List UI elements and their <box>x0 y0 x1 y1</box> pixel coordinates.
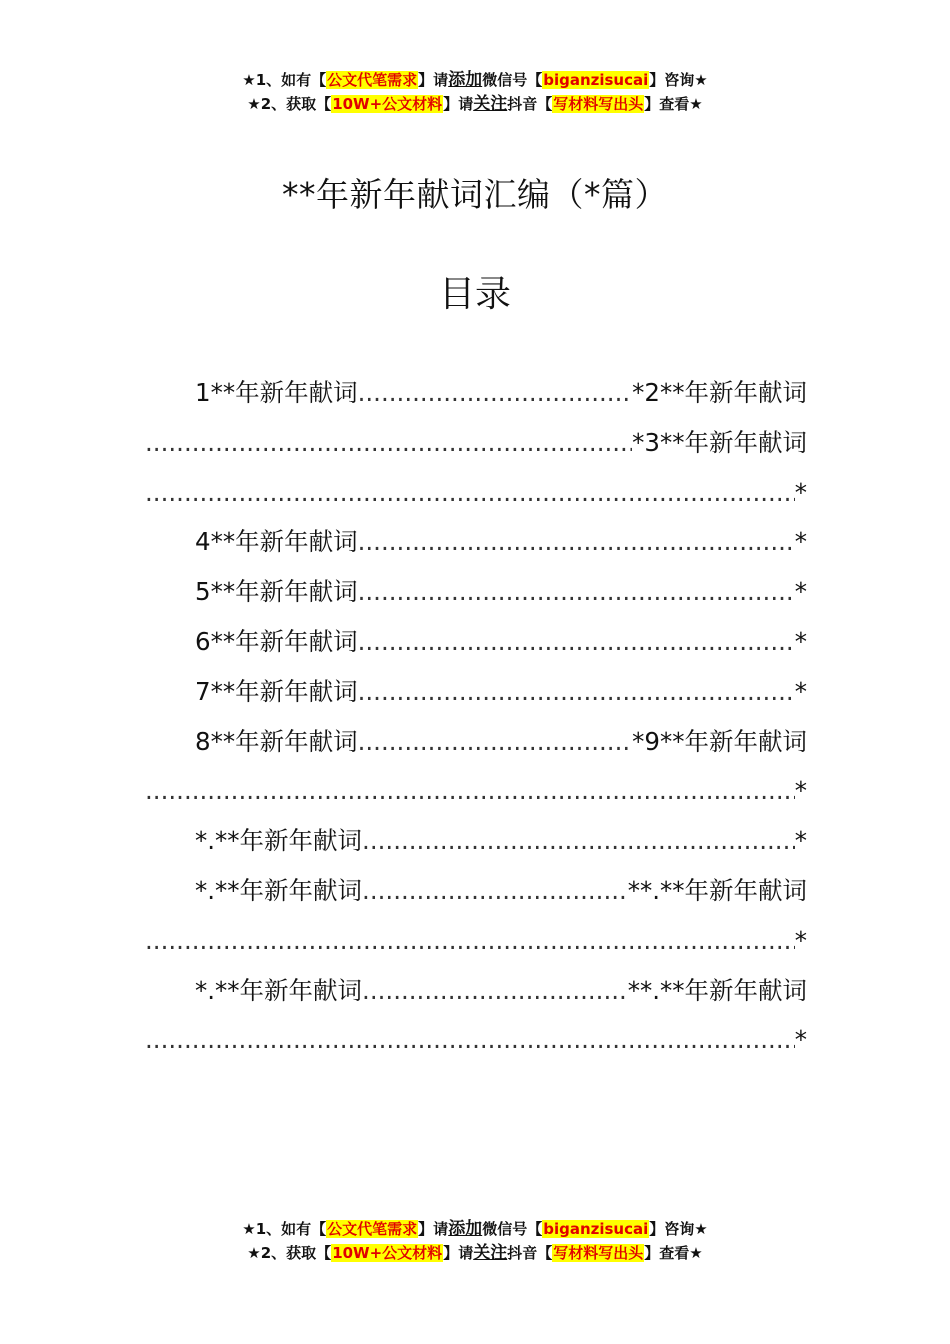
banner-text: 】咨询★ <box>649 71 708 89</box>
banner-text: ★2、获取【 <box>247 1244 332 1262</box>
banner-highlight: biganzisucai <box>543 1220 649 1238</box>
toc-entry-page: **.**年新年献词 <box>627 875 807 905</box>
toc-entry-page: * <box>794 527 807 557</box>
banner-text: 】请 <box>443 95 474 113</box>
banner-emphasis: 关注 <box>473 94 508 114</box>
toc-entry-title: *.**年新年献词 <box>195 975 363 1005</box>
banner-text: 】查看★ <box>644 95 703 113</box>
banner-line-2 <box>0 92 950 116</box>
document-title: **年新年献词汇编（*篇） <box>282 175 668 214</box>
toc-row[interactable] <box>145 418 807 468</box>
banner-highlight: 写材料写出头 <box>553 1244 644 1262</box>
toc-entry-page: * <box>794 577 807 607</box>
banner-text: 抖音【 <box>507 1244 553 1262</box>
toc-leader <box>362 866 628 916</box>
toc-leader <box>358 567 795 617</box>
banner-emphasis: 关注 <box>473 1243 508 1263</box>
toc-entry-page: **.**年新年献词 <box>627 975 807 1005</box>
toc-row[interactable] <box>145 866 807 916</box>
banner-highlight: 公文代笔需求 <box>327 1220 418 1238</box>
toc-row[interactable] <box>145 667 807 717</box>
banner-text: 微信号【 <box>482 71 543 89</box>
toc-entry-title: 7**年新年献词 <box>195 676 358 706</box>
toc-row[interactable] <box>145 617 807 667</box>
toc-entry-page: *2**年新年献词 <box>632 378 807 407</box>
toc-entry-title: 8**年新年献词 <box>195 726 358 756</box>
toc-entry-title: 1**年新年献词 <box>195 378 358 407</box>
banner-text: 】咨询★ <box>649 1220 708 1238</box>
toc-entry-page: *3**年新年献词 <box>632 427 807 457</box>
banner-text: 微信号【 <box>482 1220 543 1238</box>
toc-leader <box>358 617 795 667</box>
toc-leader <box>145 916 795 966</box>
banner-highlight: 10W+公文材料 <box>332 95 443 113</box>
toc-entry-title: 6**年新年献词 <box>195 626 358 656</box>
banner-highlight: 10W+公文材料 <box>332 1244 443 1262</box>
toc-entry-title: 4**年新年献词 <box>195 527 358 557</box>
toc-entry-page: * <box>794 676 807 706</box>
banner-highlight: 公文代笔需求 <box>327 71 418 89</box>
banner-text: 】请 <box>418 71 449 89</box>
banner-text: 】请 <box>418 1220 449 1238</box>
banner-text: 抖音【 <box>507 95 553 113</box>
toc-entry-page: * <box>794 826 807 856</box>
toc-leader <box>358 368 633 418</box>
toc-row[interactable] <box>145 1015 807 1065</box>
toc-entry-title: *.**年新年献词 <box>195 875 363 905</box>
toc-row[interactable] <box>145 966 807 1016</box>
toc-entry-page: * <box>794 776 807 806</box>
toc-entry-page: * <box>794 626 807 656</box>
toc-entry-page: *9**年新年献词 <box>632 726 807 756</box>
toc-leader <box>358 667 795 717</box>
toc-leader <box>145 418 632 468</box>
banner-text: ★1、如有【 <box>242 1220 327 1238</box>
bottom-banner <box>0 1217 950 1265</box>
banner-text: ★2、获取【 <box>247 95 332 113</box>
toc-row[interactable] <box>145 916 807 966</box>
toc-entry-page: * <box>794 477 807 507</box>
toc-entry-page: * <box>794 1025 807 1055</box>
toc-entry-title: 5**年新年献词 <box>195 577 358 607</box>
banner-highlight: biganzisucai <box>543 71 649 89</box>
toc-heading: 目录 <box>438 274 511 315</box>
table-of-contents <box>145 368 807 1065</box>
banner-text: ★1、如有【 <box>242 71 327 89</box>
toc-entry-page: * <box>794 925 807 955</box>
toc-row[interactable] <box>145 468 807 518</box>
toc-leader <box>358 517 795 567</box>
toc-leader <box>145 766 795 816</box>
banner-line-1 <box>0 68 950 92</box>
toc-leader <box>362 816 795 866</box>
toc-row[interactable] <box>145 717 807 767</box>
toc-leader <box>145 468 795 518</box>
toc-row[interactable] <box>145 368 807 418</box>
toc-row[interactable] <box>145 766 807 816</box>
banner-text: 】查看★ <box>644 1244 703 1262</box>
top-banner <box>0 68 950 116</box>
toc-row[interactable] <box>145 567 807 617</box>
toc-leader <box>358 717 633 767</box>
toc-entry-title: *.**年新年献词 <box>195 826 363 856</box>
banner-text: 】请 <box>443 1244 474 1262</box>
toc-leader <box>145 1015 795 1065</box>
banner-emphasis: 添加 <box>448 70 483 90</box>
banner-emphasis: 添加 <box>448 1219 483 1239</box>
toc-row[interactable] <box>145 517 807 567</box>
toc-row[interactable] <box>145 816 807 866</box>
toc-leader <box>362 966 628 1016</box>
banner-highlight: 写材料写出头 <box>553 95 644 113</box>
banner-line-1 <box>0 1217 950 1241</box>
banner-line-2 <box>0 1241 950 1265</box>
